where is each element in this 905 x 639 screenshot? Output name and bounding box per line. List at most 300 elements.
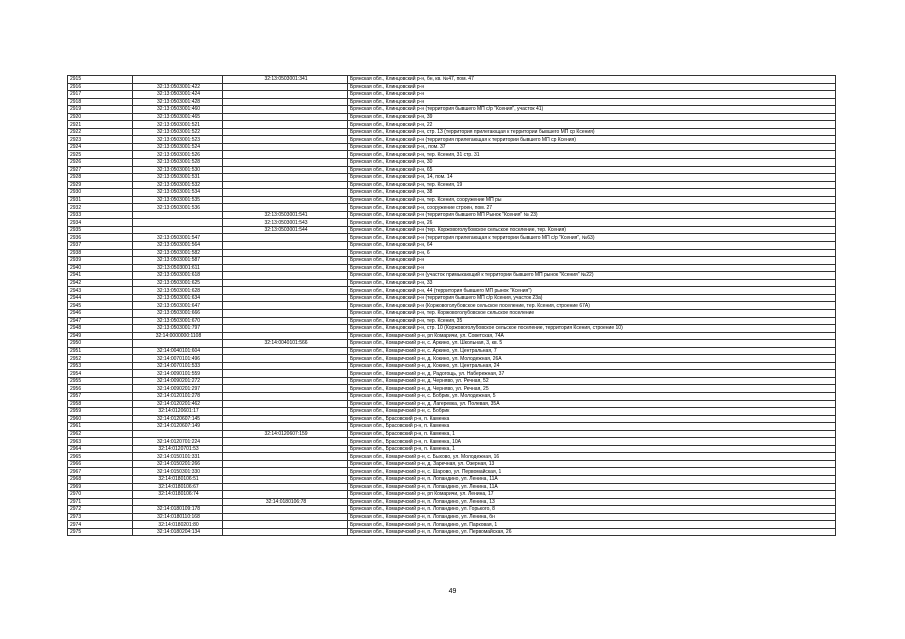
cadastral-number-alt-cell: 32:13:0503001:543 [223, 219, 348, 227]
address-cell: Брянская обл., Комаричский р-н, п. Лопандино, ул. Первомайская, 26 [348, 528, 836, 536]
address-cell: Брянская обл., Клинцовский р-н, тер. Ксения, 31 стр. 31 [348, 151, 836, 159]
row-number-cell: 2972 [68, 506, 133, 514]
row-number-cell: 2958 [68, 400, 133, 408]
cadastral-number-cell: 32:13:0503001:587 [133, 257, 223, 265]
cadastral-number-alt-cell [223, 317, 348, 325]
row-number-cell: 2927 [68, 166, 133, 174]
table-row [68, 521, 836, 529]
table-row [68, 377, 836, 385]
cadastral-number-alt-cell [223, 257, 348, 265]
row-number-cell: 2936 [68, 234, 133, 242]
address-cell: Брянская обл., Комаричский р-н, рп Комаричи, ул. Советская, 74А [348, 332, 836, 340]
cadastral-registry-table [67, 75, 836, 536]
cadastral-number-cell [133, 219, 223, 227]
row-number-cell: 2969 [68, 483, 133, 491]
table-row [68, 174, 836, 182]
cadastral-number-alt-cell [223, 98, 348, 106]
address-cell: Брянская обл., Клинцовский р-н (участок примыкающий к территории бывшего МП рынок "Ксения" №22) [348, 272, 836, 280]
row-number-cell: 2949 [68, 332, 133, 340]
table-row [68, 181, 836, 189]
cadastral-number-cell: 32:14:0120701:53 [133, 445, 223, 453]
table-row [68, 332, 836, 340]
table-row [68, 392, 836, 400]
row-number-cell: 2964 [68, 445, 133, 453]
row-number-cell: 2935 [68, 226, 133, 234]
address-cell: Брянская обл., Клинцовский р-н (тер. Коржовоголубовское сельское поселение, тер. Ксения) [348, 226, 836, 234]
row-number-cell: 2929 [68, 181, 133, 189]
cadastral-number-alt-cell [223, 113, 348, 121]
address-cell: Брянская обл., Клинцовский р-н (территория прилегающая к территории бывшего МП ср Ксения) [348, 136, 836, 144]
address-cell: Брянская обл., Клинцовский р-н [348, 264, 836, 272]
row-number-cell: 2915 [68, 76, 133, 84]
table-row [68, 257, 836, 265]
table-row [68, 408, 836, 416]
cadastral-number-cell: 32:14:0090201:297 [133, 385, 223, 393]
address-cell: Брянская обл., Клинцовский р-н, 65 [348, 166, 836, 174]
cadastral-number-cell: 32:13:0503001:522 [133, 128, 223, 136]
row-number-cell: 2970 [68, 491, 133, 499]
cadastral-number-cell: 32:14:0150101:331 [133, 453, 223, 461]
row-number-cell: 2919 [68, 106, 133, 114]
cadastral-number-alt-cell [223, 528, 348, 536]
address-cell: Брянская обл., Брасовский р-н, п. Каменка, 10А [348, 438, 836, 446]
address-cell: Брянская обл., Клинцовский р-н, тер. Коржовоголубовское сельское поселение [348, 309, 836, 317]
address-cell: Брянская обл., Клинцовский р-н, стр. 10 (Коржовоголубовское сельское поселение, территория Ксения, строение 10) [348, 325, 836, 333]
cadastral-number-cell: 32:14:0150301:330 [133, 468, 223, 476]
table-row [68, 385, 836, 393]
cadastral-number-cell: 32:14:0040101:604 [133, 347, 223, 355]
cadastral-number-cell: 32:13:0503001:670 [133, 317, 223, 325]
row-number-cell: 2920 [68, 113, 133, 121]
table-row [68, 128, 836, 136]
address-cell: Брянская обл., Брасовский р-н, п. Каменка [348, 415, 836, 423]
table-row [68, 302, 836, 310]
table-row [68, 287, 836, 295]
row-number-cell: 2938 [68, 249, 133, 257]
cadastral-number-cell: 32:14:0090201:272 [133, 377, 223, 385]
row-number-cell: 2956 [68, 385, 133, 393]
cadastral-number-alt-cell [223, 91, 348, 99]
row-number-cell: 2925 [68, 151, 133, 159]
table-row [68, 400, 836, 408]
row-number-cell: 2928 [68, 174, 133, 182]
row-number-cell: 2973 [68, 513, 133, 521]
cadastral-number-alt-cell [223, 136, 348, 144]
cadastral-number-cell: 32:14:0180106:74 [133, 491, 223, 499]
table-row [68, 415, 836, 423]
table-row [68, 468, 836, 476]
table-row [68, 528, 836, 536]
address-cell: Брянская обл., Клинцовский р-н, бн, кв. №47, пом. 47 [348, 76, 836, 84]
cadastral-number-alt-cell [223, 475, 348, 483]
cadastral-number-alt-cell [223, 196, 348, 204]
cadastral-number-cell: 32:14:0120101:278 [133, 392, 223, 400]
address-cell: Брянская обл., Комаричский р-н, п. Лопандино, ул. Ленина, 13 [348, 498, 836, 506]
row-number-cell: 2966 [68, 460, 133, 468]
row-number-cell: 2971 [68, 498, 133, 506]
address-cell: Брянская обл., Комаричский р-н, д. Черняво, ул. Речная, 52 [348, 377, 836, 385]
cadastral-number-cell: 32:14:0180204:134 [133, 528, 223, 536]
row-number-cell: 2957 [68, 392, 133, 400]
address-cell: Брянская обл., Комаричский р-н, с. Шарово, ул. Первомайская, 1 [348, 468, 836, 476]
row-number-cell: 2942 [68, 279, 133, 287]
row-number-cell: 2944 [68, 294, 133, 302]
row-number-cell: 2963 [68, 438, 133, 446]
cadastral-number-cell: 32:13:0503001:465 [133, 113, 223, 121]
row-number-cell: 2940 [68, 264, 133, 272]
cadastral-number-cell: 32:13:0503001:628 [133, 287, 223, 295]
cadastral-number-cell: 32:13:0503001:521 [133, 121, 223, 129]
address-cell: Брянская обл., Комаричский р-н, д. Лагеревка, ул. Полевая, 35А [348, 400, 836, 408]
row-number-cell: 2932 [68, 204, 133, 212]
cadastral-number-cell: 32:13:0503001:547 [133, 234, 223, 242]
cadastral-number-cell [133, 76, 223, 84]
row-number-cell: 2950 [68, 340, 133, 348]
cadastral-number-alt-cell [223, 189, 348, 197]
table-row [68, 453, 836, 461]
address-cell: Брянская обл., Клинцовский р-н, 64 [348, 242, 836, 250]
cadastral-number-alt-cell [223, 151, 348, 159]
cadastral-number-alt-cell [223, 423, 348, 431]
cadastral-number-alt-cell [223, 400, 348, 408]
cadastral-number-alt-cell: 32:13:0503001:341 [223, 76, 348, 84]
cadastral-number-cell: 32:13:0503001:647 [133, 302, 223, 310]
cadastral-number-cell: 32:13:0503001:530 [133, 166, 223, 174]
table-row [68, 423, 836, 431]
cadastral-number-alt-cell [223, 242, 348, 250]
row-number-cell: 2930 [68, 189, 133, 197]
table-row [68, 159, 836, 167]
cadastral-number-cell: 32:13:0503001:523 [133, 136, 223, 144]
cadastral-number-cell: 32:13:0503001:524 [133, 143, 223, 151]
row-number-cell: 2921 [68, 121, 133, 129]
cadastral-number-cell: 32:13:0503001:460 [133, 106, 223, 114]
table-row [68, 91, 836, 99]
address-cell: Брянская обл., Клинцовский р-н, 30 [348, 159, 836, 167]
cadastral-number-cell [133, 211, 223, 219]
cadastral-number-cell: 32:13:0503001:618 [133, 272, 223, 280]
table-row [68, 506, 836, 514]
cadastral-number-alt-cell: 32:13:0503001:544 [223, 226, 348, 234]
address-cell: Брянская обл., Комаричский р-н, с. Бобрик, ул. Молодежная, 5 [348, 392, 836, 400]
cadastral-number-alt-cell [223, 521, 348, 529]
cadastral-number-alt-cell [223, 272, 348, 280]
table-row [68, 498, 836, 506]
cadastral-number-alt-cell [223, 121, 348, 129]
cadastral-number-alt-cell [223, 302, 348, 310]
address-cell: Брянская обл., Комаричский р-н, с. Аркино, ул. Школьная, 3, кв. 5 [348, 340, 836, 348]
row-number-cell: 2941 [68, 272, 133, 280]
table-row [68, 189, 836, 197]
cadastral-number-cell: 32:13:0503001:611 [133, 264, 223, 272]
address-cell: Брянская обл., Клинцовский р-н [348, 257, 836, 265]
cadastral-number-alt-cell [223, 325, 348, 333]
cadastral-number-cell: 32:14:0120607:145 [133, 415, 223, 423]
cadastral-number-alt-cell [223, 491, 348, 499]
cadastral-number-cell: 32:13:0503001:532 [133, 181, 223, 189]
cadastral-number-alt-cell [223, 181, 348, 189]
row-number-cell: 2968 [68, 475, 133, 483]
table-row [68, 325, 836, 333]
address-cell: Брянская обл., Клинцовский р-н, стр. 13 (территория прилегающая к территории бывшего МП ср Ксения) [348, 128, 836, 136]
table-row [68, 491, 836, 499]
cadastral-number-cell: 32:14:0150201:266 [133, 460, 223, 468]
address-cell: Брянская обл., Комаричский р-н, д. Кокино, ул. Молодежная, 26А [348, 355, 836, 363]
cadastral-number-cell: 32:13:0503001:534 [133, 189, 223, 197]
table-row [68, 483, 836, 491]
cadastral-number-alt-cell [223, 415, 348, 423]
table-row [68, 347, 836, 355]
cadastral-number-alt-cell [223, 249, 348, 257]
cadastral-number-alt-cell [223, 143, 348, 151]
row-number-cell: 2918 [68, 98, 133, 106]
address-cell: Брянская обл., Клинцовский р-н (территория бывшего МП Рынок "Ксения" № 23) [348, 211, 836, 219]
address-cell: Брянская обл., Комаричский р-н, п. Лопандино, ул. Ленина, 11А [348, 475, 836, 483]
row-number-cell: 2955 [68, 377, 133, 385]
cadastral-number-cell: 32:13:0503001:634 [133, 294, 223, 302]
cadastral-number-alt-cell [223, 83, 348, 91]
table-row [68, 106, 836, 114]
address-cell: Брянская обл., Комаричский р-н, д. Кокино, ул. Центральная, 24 [348, 362, 836, 370]
cadastral-number-cell [133, 430, 223, 438]
cadastral-number-cell: 32:13:0503001:531 [133, 174, 223, 182]
page-number: 49 [448, 588, 457, 595]
cadastral-number-cell: 32:14:0090101:559 [133, 370, 223, 378]
address-cell: Брянская обл., Клинцовский р-н, 26 [348, 219, 836, 227]
table-row [68, 370, 836, 378]
row-number-cell: 2951 [68, 347, 133, 355]
cadastral-number-cell: 32:14:0120201:462 [133, 400, 223, 408]
cadastral-number-cell: 32:13:0503001:526 [133, 151, 223, 159]
address-cell: Брянская обл., Комаричский р-н, с. Быхово, ул. Молодежная, 16 [348, 453, 836, 461]
row-number-cell: 2937 [68, 242, 133, 250]
row-number-cell: 2926 [68, 159, 133, 167]
table-row [68, 211, 836, 219]
address-cell: Брянская обл., Комаричский р-н, д. Заречная, ул. Озерная, 13 [348, 460, 836, 468]
cadastral-number-alt-cell [223, 355, 348, 363]
address-cell: Брянская обл., Клинцовский р-н (территория бывшего МП с/р Ксения, участок 23а) [348, 294, 836, 302]
row-number-cell: 2974 [68, 521, 133, 529]
address-cell: Брянская обл., Брасовский р-н, п. Каменка [348, 423, 836, 431]
cadastral-number-alt-cell: 32:14:0180106:78 [223, 498, 348, 506]
row-number-cell: 2948 [68, 325, 133, 333]
address-cell: Брянская обл., Брасовский р-н, п. Каменка, 1 [348, 430, 836, 438]
address-cell: Брянская обл., Комаричский р-н, д. Радогощь, ул. Набережная, 37 [348, 370, 836, 378]
address-cell: Брянская обл., Клинцовский р-н,, пом. 37 [348, 143, 836, 151]
cadastral-number-alt-cell [223, 264, 348, 272]
cadastral-number-alt-cell [223, 392, 348, 400]
table-row [68, 113, 836, 121]
cadastral-number-alt-cell [223, 385, 348, 393]
cadastral-number-alt-cell [223, 468, 348, 476]
cadastral-number-alt-cell [223, 174, 348, 182]
row-number-cell: 2923 [68, 136, 133, 144]
table-row [68, 204, 836, 212]
table-row [68, 340, 836, 348]
cadastral-number-cell: 32:14:0000000:1108 [133, 332, 223, 340]
row-number-cell: 2962 [68, 430, 133, 438]
cadastral-number-alt-cell [223, 159, 348, 167]
address-cell: Брянская обл., Клинцовский р-н, 14, пом. 14 [348, 174, 836, 182]
cadastral-number-alt-cell [223, 287, 348, 295]
address-cell: Брянская обл., Клинцовский р-н, 6 [348, 249, 836, 257]
cadastral-number-alt-cell [223, 506, 348, 514]
row-number-cell: 2954 [68, 370, 133, 378]
address-cell: Брянская обл., Комаричский р-н, п. Лопандино, ул. Ленина, 11А [348, 483, 836, 491]
cadastral-number-alt-cell: 32:13:0503001:541 [223, 211, 348, 219]
table-row [68, 264, 836, 272]
cadastral-number-alt-cell [223, 370, 348, 378]
address-cell: Брянская обл., Клинцовский р-н, тер. Ксения, 35 [348, 317, 836, 325]
row-number-cell: 2953 [68, 362, 133, 370]
address-cell: Брянская обл., Комаричский р-н, п. Лопандино, ул. Горького, 8 [348, 506, 836, 514]
cadastral-number-alt-cell [223, 438, 348, 446]
cadastral-number-alt-cell [223, 106, 348, 114]
table-row [68, 362, 836, 370]
table-row [68, 166, 836, 174]
table-row [68, 513, 836, 521]
row-number-cell: 2967 [68, 468, 133, 476]
address-cell: Брянская обл., Клинцовский р-н, сооружение строен, пом. 27 [348, 204, 836, 212]
cadastral-number-alt-cell [223, 128, 348, 136]
row-number-cell: 2924 [68, 143, 133, 151]
cadastral-number-alt-cell [223, 408, 348, 416]
address-cell: Брянская обл., Комаричский р-н, с. Бобрик [348, 408, 836, 416]
address-cell: Брянская обл., Комаричский р-н, с. Аркино, ул. Центральная, 7 [348, 347, 836, 355]
cadastral-number-alt-cell [223, 332, 348, 340]
cadastral-number-alt-cell [223, 166, 348, 174]
table-row [68, 279, 836, 287]
cadastral-number-alt-cell [223, 483, 348, 491]
table-row [68, 475, 836, 483]
row-number-cell: 2961 [68, 423, 133, 431]
cadastral-number-cell: 32:13:0503001:564 [133, 242, 223, 250]
address-cell: Брянская обл., Клинцовский р-н, 33 [348, 279, 836, 287]
cadastral-number-cell: 32:14:0180106:67 [133, 483, 223, 491]
table-row [68, 136, 836, 144]
cadastral-number-alt-cell [223, 453, 348, 461]
cadastral-number-alt-cell [223, 513, 348, 521]
cadastral-number-cell: 32:13:0503001:422 [133, 83, 223, 91]
cadastral-number-cell: 32:14:0180110:168 [133, 513, 223, 521]
row-number-cell: 2975 [68, 528, 133, 536]
cadastral-number-alt-cell [223, 460, 348, 468]
table-row [68, 242, 836, 250]
registry-table-body [68, 76, 836, 536]
table-row [68, 355, 836, 363]
row-number-cell: 2960 [68, 415, 133, 423]
cadastral-number-cell: 32:14:0180201:80 [133, 521, 223, 529]
table-row [68, 460, 836, 468]
cadastral-number-cell: 32:13:0503001:666 [133, 309, 223, 317]
cadastral-number-alt-cell [223, 294, 348, 302]
address-cell: Брянская обл., Клинцовский р-н, 39 [348, 113, 836, 121]
cadastral-number-alt-cell [223, 204, 348, 212]
cadastral-number-cell: 32:13:0503001:797 [133, 325, 223, 333]
table-row [68, 196, 836, 204]
address-cell: Брянская обл., Клинцовский р-н (Коржовоголубовское сельское поселение, тер. Ксения, строение 67А) [348, 302, 836, 310]
cadastral-number-alt-cell [223, 362, 348, 370]
cadastral-number-cell: 32:14:0120701:224 [133, 438, 223, 446]
row-number-cell: 2931 [68, 196, 133, 204]
cadastral-number-alt-cell [223, 347, 348, 355]
row-number-cell: 2965 [68, 453, 133, 461]
cadastral-number-alt-cell: 32:14:0040101:566 [223, 340, 348, 348]
table-row [68, 219, 836, 227]
cadastral-number-cell: 32:14:0120607:149 [133, 423, 223, 431]
row-number-cell: 2939 [68, 257, 133, 265]
cadastral-number-cell: 32:14:0180106:51 [133, 475, 223, 483]
table-row [68, 438, 836, 446]
row-number-cell: 2959 [68, 408, 133, 416]
table-row [68, 98, 836, 106]
address-cell: Брянская обл., Клинцовский р-н, 22 [348, 121, 836, 129]
cadastral-number-cell: 32:13:0503001:428 [133, 98, 223, 106]
address-cell: Брянская обл., Комаричский р-н, д. Черняво, ул. Речная, 25 [348, 385, 836, 393]
cadastral-number-cell [133, 340, 223, 348]
address-cell: Брянская обл., Клинцовский р-н (территория бывшего МП с/р "Ксения", участок 41) [348, 106, 836, 114]
row-number-cell: 2945 [68, 302, 133, 310]
cadastral-number-cell: 32:14:0070101:496 [133, 355, 223, 363]
cadastral-number-cell [133, 226, 223, 234]
table-row [68, 309, 836, 317]
cadastral-number-cell: 32:14:0180109:178 [133, 506, 223, 514]
row-number-cell: 2943 [68, 287, 133, 295]
cadastral-number-alt-cell: 32:14:0120607:159 [223, 430, 348, 438]
table-row [68, 121, 836, 129]
address-cell: Брянская обл., Комаричский р-н, рп Комаричи, ул. Ленина, 17 [348, 491, 836, 499]
table-row [68, 294, 836, 302]
table-row [68, 445, 836, 453]
table-row [68, 234, 836, 242]
table-row [68, 151, 836, 159]
row-number-cell: 2946 [68, 309, 133, 317]
cadastral-number-cell [133, 498, 223, 506]
row-number-cell: 2917 [68, 91, 133, 99]
address-cell: Брянская обл., Клинцовский р-н, тер. Ксения, 19 [348, 181, 836, 189]
table-row [68, 249, 836, 257]
address-cell: Брянская обл., Комаричский р-н, п. Лопандино, ул. Парковая, 1 [348, 521, 836, 529]
cadastral-number-cell: 32:13:0503001:424 [133, 91, 223, 99]
cadastral-number-cell: 32:13:0503001:582 [133, 249, 223, 257]
cadastral-number-alt-cell [223, 309, 348, 317]
cadastral-number-cell: 32:13:0503001:535 [133, 196, 223, 204]
cadastral-number-alt-cell [223, 234, 348, 242]
table-row [68, 76, 836, 84]
address-cell: Брянская обл., Клинцовский р-н [348, 83, 836, 91]
row-number-cell: 2916 [68, 83, 133, 91]
row-number-cell: 2947 [68, 317, 133, 325]
address-cell: Брянская обл., Клинцовский р-н, 38 [348, 189, 836, 197]
row-number-cell: 2933 [68, 211, 133, 219]
address-cell: Брянская обл., Клинцовский р-н, тер. Ксения, сооружение МП ры [348, 196, 836, 204]
address-cell: Брянская обл., Клинцовский р-н (территория прилегающая к территории бывшего МП с/р "Ксения", №63) [348, 234, 836, 242]
table-row [68, 226, 836, 234]
address-cell: Брянская обл., Комаричский р-н, п. Лопандино, ул. Ленина, бн [348, 513, 836, 521]
address-cell: Брянская обл., Брасовский р-н, п. Каменка, 1 [348, 445, 836, 453]
address-cell: Брянская обл., Клинцовский р-н, 44 (территория бывшего МП рынок "Ксения") [348, 287, 836, 295]
table-row [68, 272, 836, 280]
row-number-cell: 2922 [68, 128, 133, 136]
row-number-cell: 2934 [68, 219, 133, 227]
cadastral-number-alt-cell [223, 445, 348, 453]
cadastral-number-cell: 32:13:0503001:528 [133, 159, 223, 167]
table-row [68, 430, 836, 438]
cadastral-number-cell: 32:13:0503001:625 [133, 279, 223, 287]
cadastral-number-cell: 32:14:0070101:533 [133, 362, 223, 370]
table-row [68, 143, 836, 151]
cadastral-number-cell: 32:13:0503001:536 [133, 204, 223, 212]
